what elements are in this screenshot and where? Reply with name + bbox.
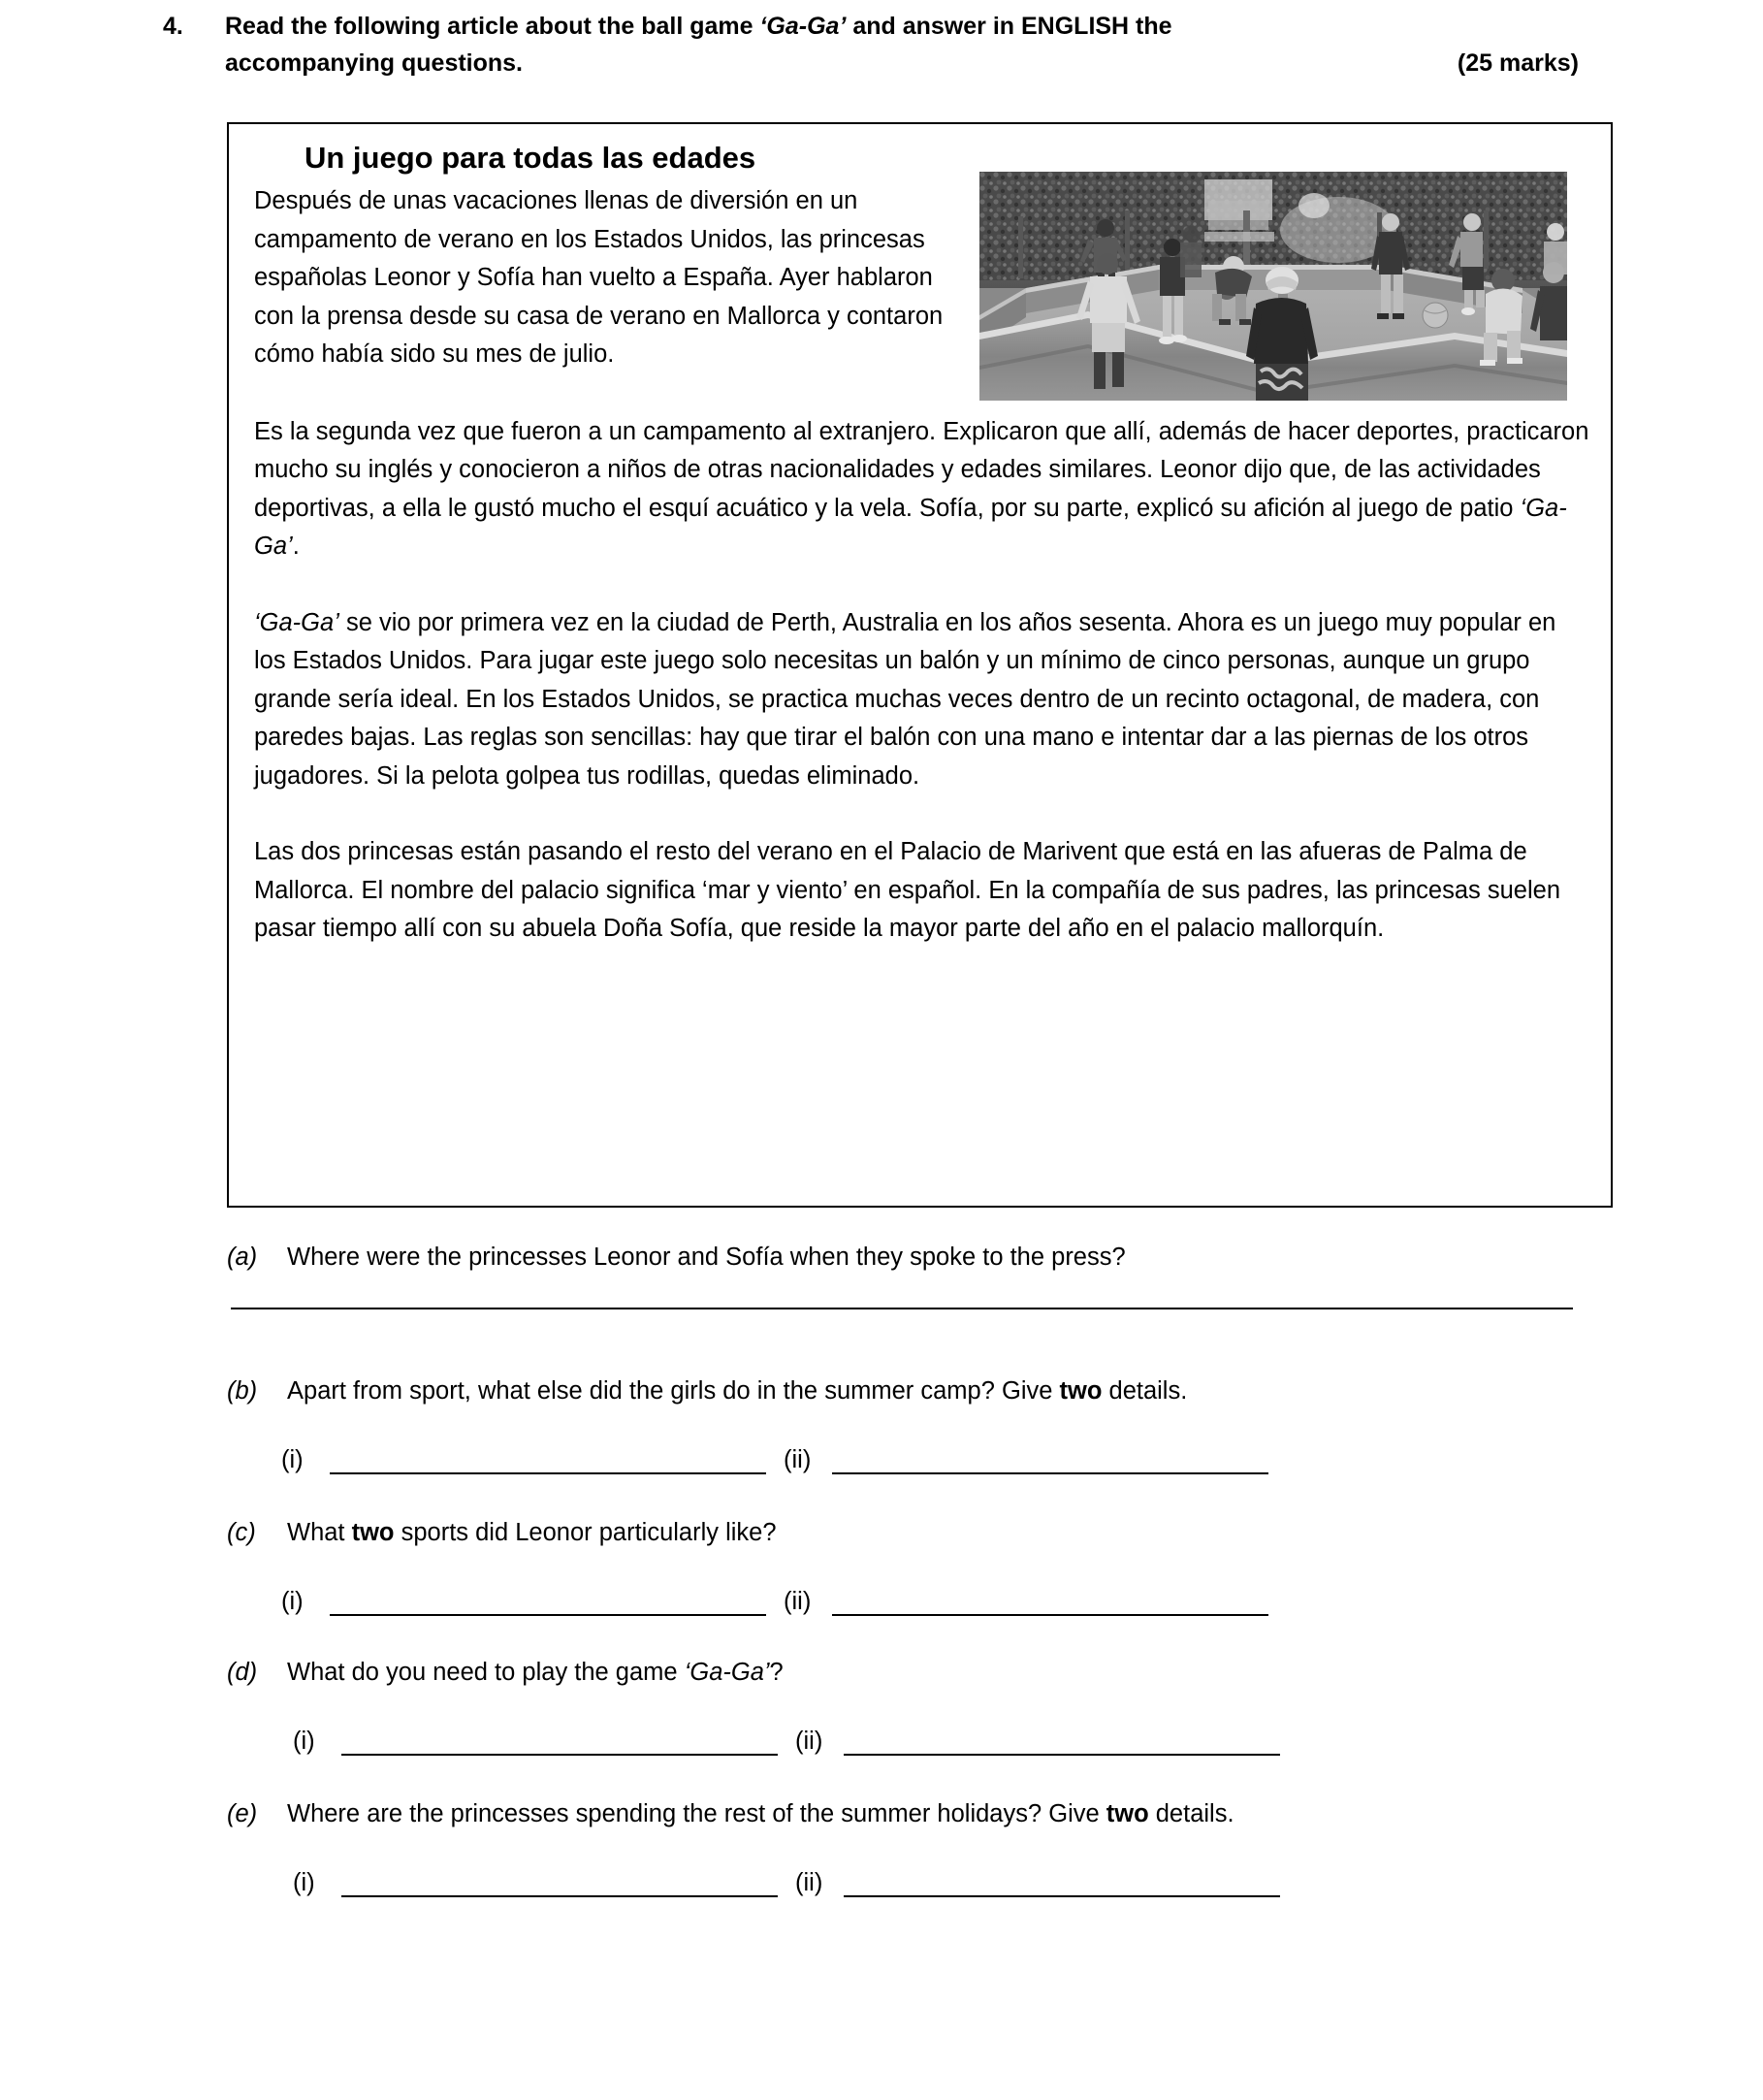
spacer-c <box>227 1616 1614 1655</box>
question-b <box>227 1373 1614 1474</box>
answer-line-i[interactable] <box>341 1732 778 1756</box>
instruction-text-line2: accompanying questions. <box>225 49 524 77</box>
questions-list <box>227 1240 1614 1897</box>
paragraph-3-text: se vio por primera vez en la ciudad de Perth, Australia en los años sesenta. Ahora es un juego muy popular en los Estados Unidos. Para jugar este juego solo necesitas un balón y un mínimo de cinco personas, aunque un grupo grande sería ideal. En los Estados Unidos, se practica muchas veces dentro de un recinto octagonal, de madera, con paredes bajas. Las reglas son sencillas: hay que tirar el balón con una mano e intentar dar a las piernas de los otros jugadores. Si la pelota golpea tus rodillas, quedas eliminado. <box>254 608 1556 790</box>
paragraph-2-text-a: Es la segunda vez que fueron a un campamento al extranjero. Explicaron que allí, además de hacer deportes, practicaron mucho su inglés y conocieron a niños de otras nacionalidades y edades similares. Leonor dijo que, de las actividades deportivas, a ella le gustó mucho el esquí acuático y la vela. Sofía, por su parte, explicó su afición al juego de patio <box>254 417 1589 522</box>
answer-line-i[interactable] <box>330 1593 766 1616</box>
question-c-label: (c) <box>227 1519 256 1546</box>
question-e <box>227 1796 1614 1897</box>
question-d-answer-area[interactable] <box>227 1727 1614 1756</box>
article-paragraph-2 <box>254 413 1590 566</box>
article-inner <box>229 124 1611 1206</box>
question-d-row <box>227 1655 1614 1690</box>
gaga-ball-photo <box>979 172 1567 401</box>
question-e-row <box>227 1796 1614 1831</box>
paragraph-3-game-name: ‘Ga-Ga’ <box>254 608 339 636</box>
article-paragraph-4: Las dos princesas están pasando el resto del verano en el Palacio de Marivent que está en las afueras de Palma de Mallorca. El nombre del palacio significa ‘mar y viento’ en español. En la compañía de sus padres, las princesas suelen pasar tiempo allí con su abuela Doña Sofía, que reside la mayor parte del año en el palacio mallorquín. <box>254 838 1561 942</box>
instruction-text-part1: Read the following article about the ball game <box>225 13 760 40</box>
question-a-row <box>227 1240 1614 1275</box>
spacer-a <box>227 1309 1614 1373</box>
question-b-row <box>227 1373 1614 1408</box>
question-e-label: (e) <box>227 1800 258 1827</box>
question-c-answer-area[interactable] <box>227 1587 1614 1616</box>
question-e-answer-area[interactable] <box>227 1868 1614 1897</box>
question-b-sub-label-i: (i) <box>281 1446 304 1473</box>
question-c-bold-word: two <box>351 1519 395 1546</box>
question-d-sub-label-i: (i) <box>293 1728 315 1755</box>
question-b-label: (b) <box>227 1377 258 1405</box>
question-instruction-line2 <box>225 45 1579 81</box>
answer-line-i[interactable] <box>330 1451 766 1474</box>
question-b-text-before: Apart from sport, what else did the girls do in the summer camp? Give <box>287 1377 1060 1405</box>
article-body <box>254 413 1590 949</box>
question-d-text <box>287 1655 1614 1690</box>
question-b-sub-label-ii: (ii) <box>784 1446 812 1473</box>
question-c-sub-label-i: (i) <box>281 1588 304 1615</box>
question-c-text-after: sports did Leonor particularly like? <box>394 1519 777 1546</box>
article-box <box>227 122 1613 1208</box>
question-number: 4. <box>163 13 183 40</box>
question-e-sub-label-i: (i) <box>293 1869 315 1896</box>
question-e-bold-word: two <box>1106 1800 1149 1827</box>
article-lede-column <box>254 182 945 374</box>
article-paragraph-1: Después de unas vacaciones llenas de diversión en un campamento de verano en los Estados Unidos, las princesas españolas Leonor y Sofía han vuelto a España. Ayer hablaron con la prensa desde su casa de verano en Mallorca y contaron cómo había sido su mes de julio. <box>254 187 944 368</box>
spacer-b <box>227 1474 1614 1515</box>
question-c-text-before: What <box>287 1519 352 1546</box>
question-a-answer-area[interactable] <box>227 1308 1614 1309</box>
question-b-bold-word: two <box>1059 1377 1103 1405</box>
question-instruction <box>225 8 1579 81</box>
question-d-sub-label-ii: (ii) <box>795 1728 823 1755</box>
game-name-italic: ‘Ga-Ga’ <box>759 13 847 40</box>
question-a-text: Where were the princesses Leonor and Sofía when they spoke to the press? <box>287 1244 1126 1271</box>
question-header-row <box>163 8 1579 81</box>
question-c <box>227 1515 1614 1616</box>
question-a-label: (a) <box>227 1244 258 1271</box>
spacer-d <box>227 1756 1614 1796</box>
photo-graphic <box>979 172 1567 401</box>
question-d-label: (d) <box>227 1659 258 1686</box>
question-d-text-before: What do you need to play the game <box>287 1659 685 1686</box>
question-b-text-after: details. <box>1102 1377 1188 1405</box>
marks-label: (25 marks) <box>1457 49 1579 77</box>
question-c-text <box>287 1515 1614 1550</box>
question-c-sub-label-ii: (ii) <box>784 1588 812 1615</box>
article-paragraph-3 <box>254 604 1590 796</box>
question-d-game-name: ‘Ga-Ga’ <box>684 1659 770 1686</box>
answer-line-ii[interactable] <box>832 1593 1268 1616</box>
question-e-sub-label-ii: (ii) <box>795 1869 823 1896</box>
question-instruction-line1 <box>225 8 1579 45</box>
paragraph-2-text-b: . <box>292 533 300 560</box>
question-a <box>227 1240 1614 1309</box>
article-title: Un juego para todas las edades <box>305 141 756 175</box>
question-d <box>227 1655 1614 1756</box>
answer-line-ii[interactable] <box>844 1732 1280 1756</box>
question-b-text <box>287 1373 1614 1408</box>
answer-line-i[interactable] <box>341 1874 778 1897</box>
question-d-text-after: ? <box>769 1659 784 1686</box>
question-e-text <box>287 1796 1614 1831</box>
answer-line-ii[interactable] <box>832 1451 1268 1474</box>
question-e-text-after: details. <box>1148 1800 1234 1827</box>
answer-line[interactable] <box>231 1308 1573 1309</box>
instruction-text-part2: and answer in ENGLISH the <box>846 13 1172 40</box>
answer-line-ii[interactable] <box>844 1874 1280 1897</box>
paragraph-2-game-name: ‘Ga-Ga’ <box>254 494 1567 560</box>
question-e-text-before: Where are the princesses spending the rest of the summer holidays? Give <box>287 1800 1106 1827</box>
question-header <box>163 8 1579 81</box>
question-b-answer-area[interactable] <box>227 1445 1614 1474</box>
question-c-row <box>227 1515 1614 1550</box>
